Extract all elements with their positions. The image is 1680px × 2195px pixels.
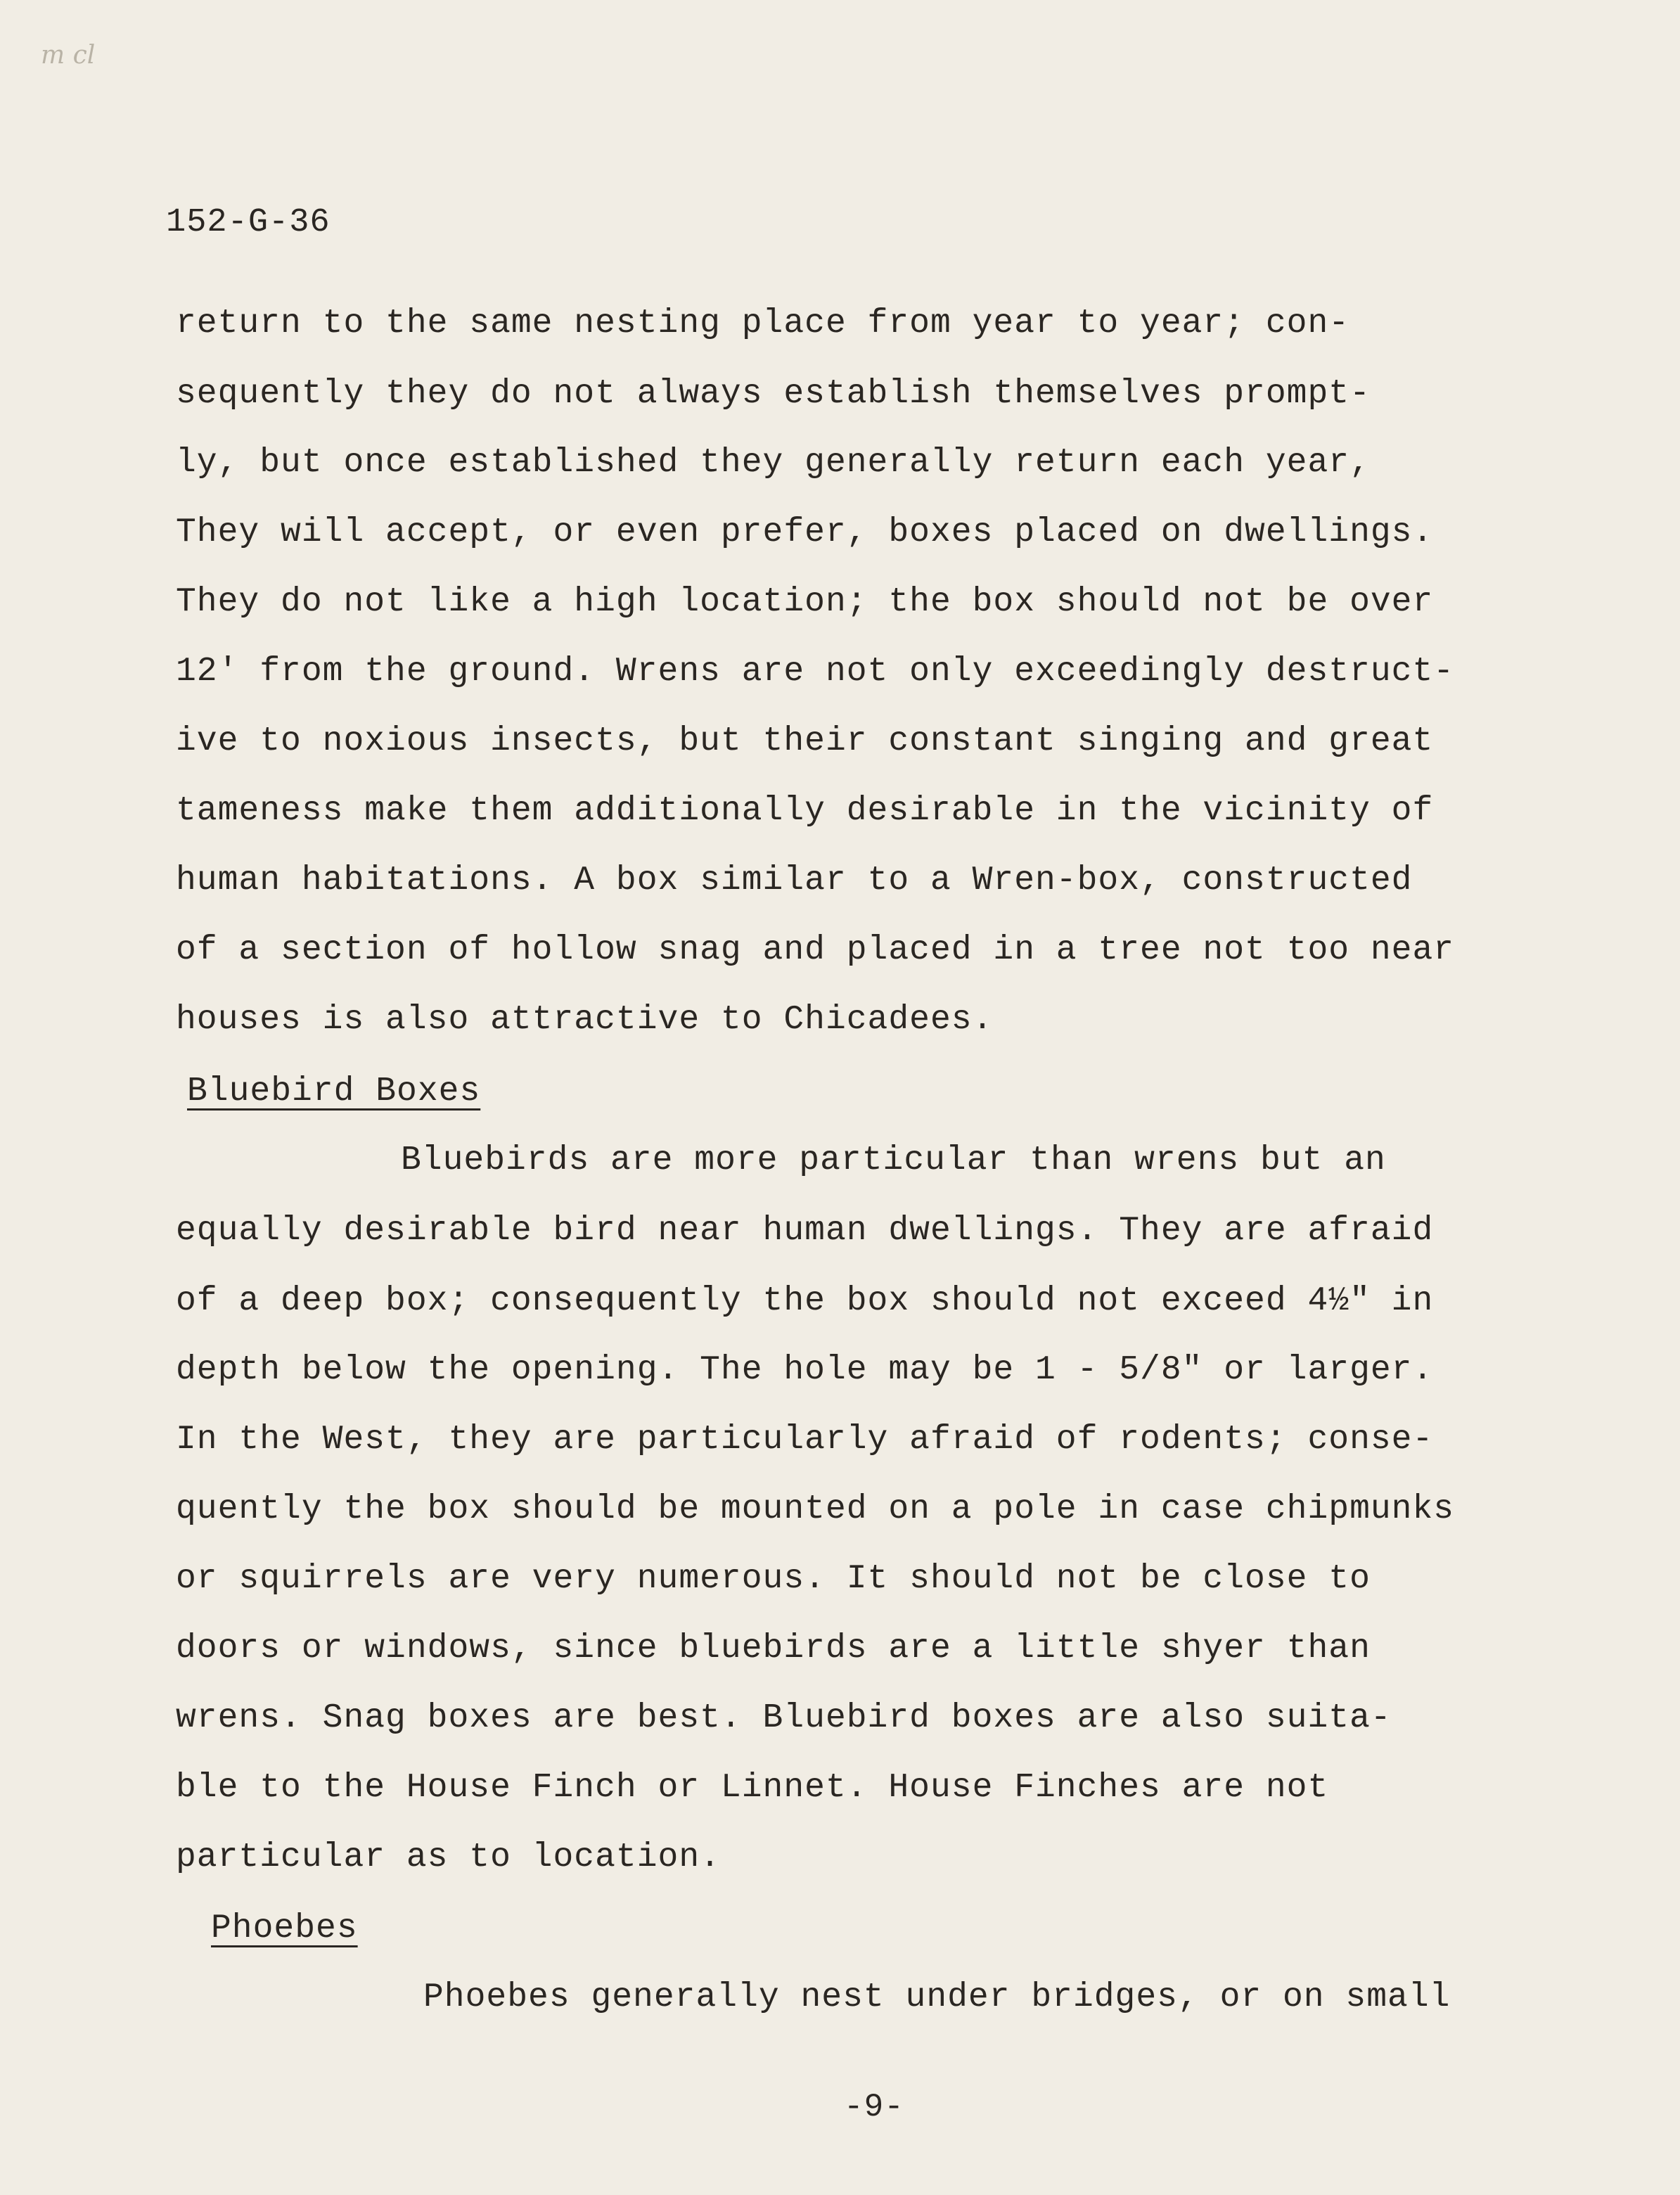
section-heading-phoebes: Phoebes (211, 1909, 358, 1947)
paragraph-line: sequently they do not always establish themselves prompt- (176, 375, 1371, 413)
paragraph-line: ly, but once established they generally return each year, (176, 444, 1371, 482)
paragraph-line: or squirrels are very numerous. It should not be close to (176, 1560, 1371, 1598)
paragraph-line: human habitations. A box similar to a Wren-box, constructed (176, 862, 1413, 900)
paragraph-line: They will accept, or even prefer, boxes placed on dwellings. (176, 513, 1434, 551)
paragraph-line: tameness make them additionally desirable in the vicinity of (176, 792, 1434, 830)
paragraph-line: depth below the opening. The hole may be 1 - 5/8" or larger. (176, 1351, 1434, 1389)
paragraph-line: of a section of hollow snag and placed in a tree not too near (176, 931, 1455, 969)
paragraph-line: 12' from the ground. Wrens are not only exceedingly destruct- (176, 653, 1455, 691)
paragraph-line: Phoebes generally nest under bridges, or on small (423, 1978, 1451, 2016)
paragraph-line: particular as to location. (176, 1838, 721, 1876)
paragraph-line: quently the box should be mounted on a pole in case chipmunks (176, 1490, 1455, 1528)
paragraph-line: return to the same nesting place from year to year; con- (176, 305, 1350, 343)
margin-pencil-mark: m cl (41, 41, 96, 70)
paragraph-line: houses is also attractive to Chicadees. (176, 1001, 994, 1039)
paragraph-line: ive to noxious insects, but their constant singing and great (176, 722, 1434, 760)
paragraph-line: Bluebirds are more particular than wrens but an (401, 1141, 1386, 1179)
paragraph-line: equally desirable bird near human dwellings. They are afraid (176, 1212, 1434, 1250)
paragraph-line: ble to the House Finch or Linnet. House Finches are not (176, 1769, 1329, 1807)
paragraph-line: In the West, they are particularly afraid of rodents; conse- (176, 1421, 1434, 1459)
page-number: -9- (844, 2089, 904, 2125)
paragraph-line: doors or windows, since bluebirds are a little shyer than (176, 1630, 1371, 1668)
paragraph-line: They do not like a high location; the box should not be over (176, 583, 1434, 621)
paragraph-line: wrens. Snag boxes are best. Bluebird boxes are also suita- (176, 1699, 1392, 1737)
document-id: 152-G-36 (166, 204, 331, 241)
paragraph-line: of a deep box; consequently the box should not exceed 4½" in (176, 1282, 1434, 1320)
section-heading-bluebird-boxes: Bluebird Boxes (187, 1073, 481, 1111)
